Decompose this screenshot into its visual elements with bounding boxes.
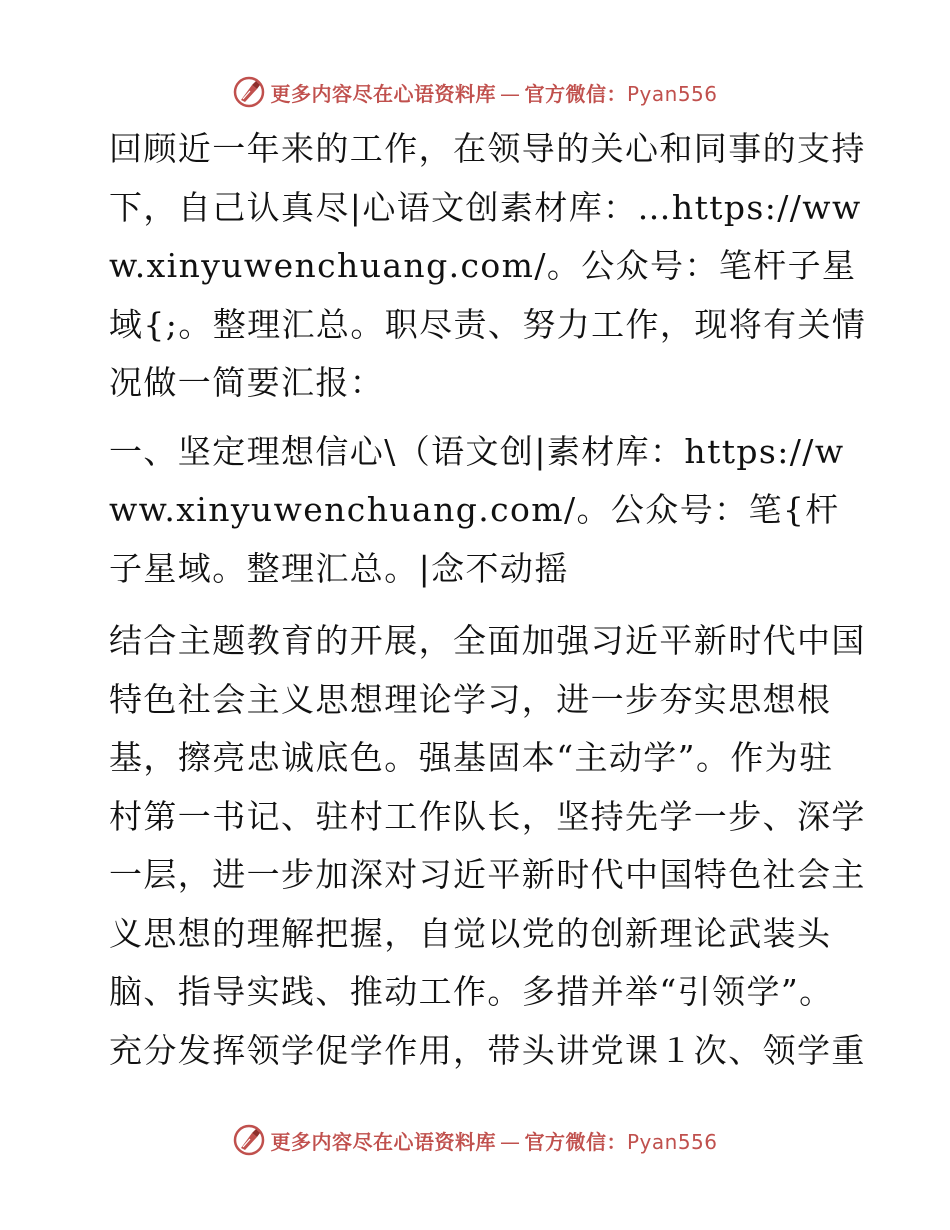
header-promo (270, 78, 717, 107)
promo-dash: — (499, 81, 521, 106)
wechat-id: Pyan556 (626, 1129, 718, 1154)
promo-dash: — (499, 1129, 521, 1154)
fountain-pen-nib-circle-icon (232, 1123, 266, 1157)
wechat-label: 官方微信： (524, 1129, 627, 1154)
paragraph-body: 结合主题教育的开展，全面加强习近平新时代中国特色社会主义思想理论学习，进一步夯实思想根基，擦亮忠诚底色。强基固本“主动学”。作为驻村第一书记、驻村工作队长，坚持先学一步、深学一层，进一步加深对习近平新时代中国特色社会主义思想的理解把握，自觉以党的创新理论武装头脑、指导实践、推动工作。多措并举“引领学”。充分发挥领学促学作用，带头讲党课１次、领学重 (109, 621, 866, 1070)
wechat-id: Pyan556 (626, 81, 718, 106)
promo-text: 更多内容尽在心语资料库 (270, 1129, 496, 1154)
promo-text: 更多内容尽在心语资料库 (270, 81, 496, 106)
paragraph-section-heading: 一、坚定理想信心\（语文创|素材库：https://www.xinyuwenchuang.com/。公众号：笔{杆子星域。整理汇总。|念不动摇 (109, 431, 845, 588)
document-body (97, 120, 867, 1080)
footer-promo (270, 1126, 717, 1155)
footer-banner (0, 1118, 950, 1162)
wechat-label: 官方微信： (524, 81, 627, 106)
fountain-pen-nib-circle-icon (232, 75, 266, 109)
paragraph-intro: 回顾近一年来的工作，在领导的关心和同事的支持下，自己认真尽|心语文创素材库：…https://www.xinyuwenchuang.com/。公众号：笔杆子星域{;。整理汇总。职尽责、努力工作，现将有关情况做一简要汇报： (109, 129, 867, 402)
header-banner (0, 70, 950, 114)
